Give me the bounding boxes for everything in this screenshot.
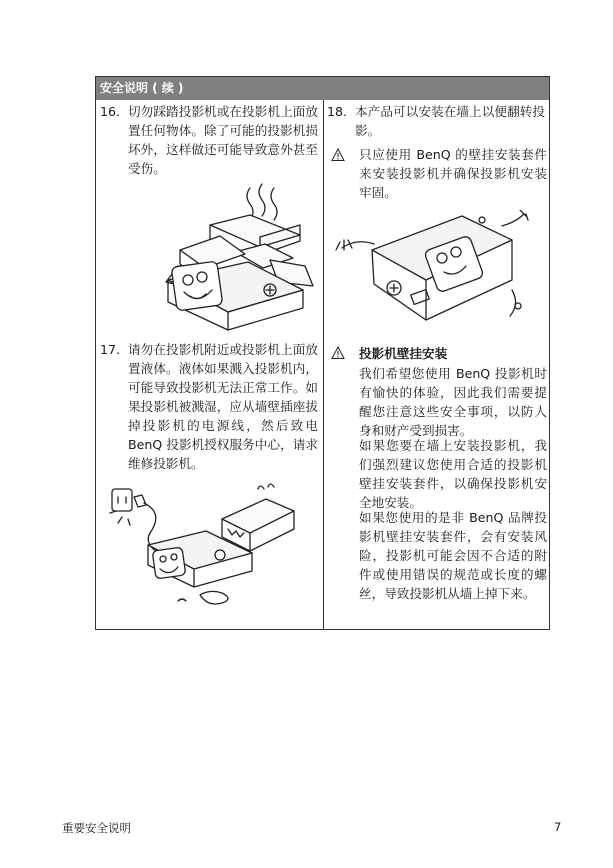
item-text: 本产品可以安装在墙上以便翻转投影。 xyxy=(355,104,545,138)
warning-text: 只应使用 BenQ 的壁挂安装套件来安装投影机并确保投影机安装牢固。 xyxy=(359,147,547,200)
item-number: 16. xyxy=(100,104,121,119)
table-header: 安全说明 ( 续 ) xyxy=(96,77,549,100)
warning-triangle-icon xyxy=(331,346,345,360)
wall-mount-paragraph: 如果您要在墙上安装投影机，我们强烈建议您使用合适的投影机壁挂安装套件，以确保投影机安全地安装。 xyxy=(359,438,547,510)
wall-mount-paragraph: 如果您使用的是非 BenQ 品牌投影机壁挂安装套件，会有安装风险，投影机可能会因不合适的附件或使用错误的规范或长度的螺丝，导致投影机从墙上掉下来。 xyxy=(359,510,547,601)
wall-mounted-projector-illustration xyxy=(332,210,542,335)
item-number: 18. xyxy=(327,104,348,119)
item-number: 17. xyxy=(100,342,121,357)
projector-liquid-spill-illustration xyxy=(108,483,308,613)
item-16 xyxy=(100,102,320,182)
column-divider xyxy=(323,100,324,630)
wall-mount-paragraph: 我们希望您使用 BenQ 投影机时有愉快的体验，因此我们需要提醒您注意这些安全事项，以防人身和财产受到损害。 xyxy=(359,366,547,438)
projector-with-boxes-illustration xyxy=(140,180,320,335)
warning-triangle-icon xyxy=(331,148,345,162)
item-text: 切勿踩踏投影机或在投影机上面放置任何物体。除了可能的投影机损坏外，这样做还可能导致意外甚至受伤。 xyxy=(128,104,318,176)
page-number: 7 xyxy=(554,820,562,834)
footer-section-name: 重要安全说明 xyxy=(62,821,131,835)
item-18 xyxy=(327,102,547,142)
item-text: 请勿在投影机附近或投影机上面放置液体。液体如果溅入投影机内，可能导致投影机无法正常工作。如果投影机被溅湿，应从墙壁插座拔掉投影机的电源线，然后致电 BenQ 投影机授权服务中心，请求维修投影机。 xyxy=(128,342,318,471)
wall-mount-title: 投影机壁挂安装 xyxy=(359,346,448,361)
item-17 xyxy=(100,340,320,490)
